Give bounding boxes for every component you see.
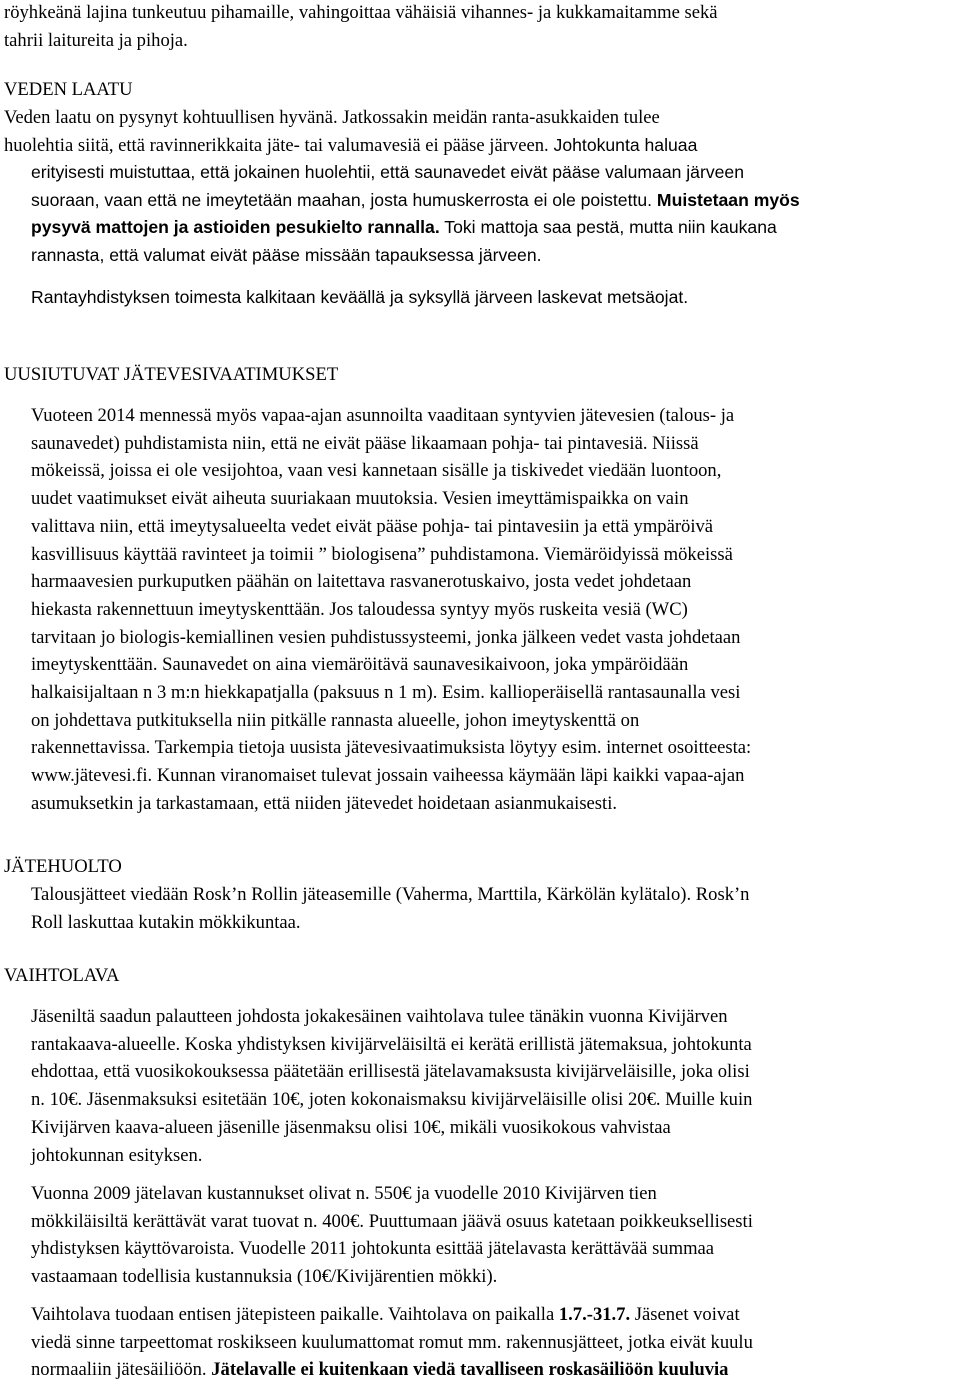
text-line: on johdettava putkituksella niin pitkälle rannasta alueelle, johon imeytyskenttä on [31, 709, 640, 731]
section-heading-jatevesivaatimukset: UUSIUTUVAT JÄTEVESIVAATIMUKSET [4, 364, 339, 385]
text-line: Vuonna 2009 jätelavan kustannukset olivat n. 550€ ja vuodelle 2010 Kivijärven tien [31, 1183, 657, 1204]
text-line: Veden laatu on pysynyt kohtuullisen hyvänä. Jatkossakin meidän ranta-asukkaiden tulee [4, 107, 660, 128]
text-line: kasvillisuus käyttää ravinteet ja toimii ” biologisena” puhdistamona. Viemäröidyissä mökeissä [31, 543, 733, 565]
text-line: tarvitaan jo biologis-kemiallinen vesien puhdistussysteemi, jonka jälkeen vedet vasta johdetaan [31, 626, 741, 648]
veden-laatu-paragraph-sans [31, 159, 800, 270]
text-line: Jäseniltä saadun palautteen johdosta jokakesäinen vaihtolava tulee tänäkin vuonna Kivijärven [31, 1006, 728, 1027]
text-line: saunavedet) puhdistamista niin, että ne eivät pääse likaamaan pohja- tai pintavesiä. Niissä [31, 432, 699, 454]
text-line: halkaisijaltaan n 3 m:n hiekkapatjalla (paksuus n 1 m). Esim. kallioperäisellä rantasaunalla vesi [31, 682, 741, 704]
text-segment: pysyvä mattojen ja astioiden pesukielto rannalla. [31, 217, 440, 238]
text-segment: Johtokunta haluaa [548, 134, 698, 155]
text-line: rakennettavissa. Tarkempia tietoja uusista jätevesivaatimuksista löytyy esim. internet osoitteesta: [31, 737, 752, 759]
text-segment: normaaliin jätesäiliöön. [31, 1359, 212, 1381]
text-segment: Vaihtolava tuodaan entisen jätepisteen paikalle. Vaihtolava on paikalla [31, 1304, 559, 1325]
text-line: viedä sinne tarpeettomat roskikseen kuulumattomat romut mm. rakennusjätteet, jotka eivät kuulu [31, 1331, 753, 1353]
text-line: mökeissä, joissa ei ole vesijohtoa, vaan vesi kannetaan sisälle ja tiskivedet viedään luontoon, [31, 460, 722, 482]
jatevesi-paragraph [31, 402, 751, 818]
text-line: mökkiläisiltä kerättävät varat tuovat n. 400€. Puuttumaan jäävä osuus katetaan poikkeuksellisesti [31, 1210, 753, 1232]
text-line: tahrii laitureita ja pihoja. [4, 29, 188, 51]
veden-laatu-paragraph [4, 104, 697, 159]
veden-laatu-kalkitus [31, 284, 688, 312]
text-line [4, 132, 697, 160]
text-line: erityisesti muistuttaa, että jokainen huolehtii, että saunavedet eivät pääse valumaan järveen [31, 162, 744, 182]
text-line: Vuoteen 2014 mennessä myös vapaa-ajan asunnoilta vaaditaan syntyvien jätevesien (talous- ja [31, 405, 735, 426]
intro-paragraph [4, 0, 718, 54]
text-line: röyhkeänä lajina tunkeutuu pihamaille, vahingoittaa vähäisiä vihannes- ja kukkamaitamme sekä [4, 2, 718, 23]
jatehuolto-paragraph [31, 881, 749, 936]
text-segment: huolehtia siitä, että ravinnerikkaita jäte- tai valumavesiä ei pääse järveen. [4, 134, 549, 156]
text-line: Rantayhdistyksen toimesta kalkitaan keväällä ja syksyllä järveen laskevat metsäojat. [31, 287, 689, 307]
section-heading-jatehuolto: JÄTEHUOLTO [4, 856, 122, 877]
text-line: n. 10€. Jäsenmaksuksi esitetään 10€, joten kokonaismaksu kivijärveläisille olisi 20€. Muille kuin [31, 1089, 753, 1111]
vaihtolava-paragraph-3 [31, 1301, 753, 1384]
text-line: www.jätevesi.fi. Kunnan viranomaiset tulevat jossain vaiheessa käymään läpi kaikki vapaa-ajan [31, 765, 745, 787]
vaihtolava-paragraph-2 [31, 1180, 753, 1291]
text-segment: Jäsenet voivat [630, 1304, 740, 1325]
section-heading-veden-laatu: VEDEN LAATU [4, 79, 133, 100]
section-heading-vaihtolava: VAIHTOLAVA [4, 965, 120, 986]
text-line: rantakaava-alueelle. Koska yhdistyksen kivijärveläisiltä ei kerätä erillistä jätemaksua, johtokunta [31, 1033, 752, 1055]
date-range: 1.7.-31.7. [558, 1304, 631, 1325]
text-line: johtokunnan esityksen. [31, 1144, 203, 1166]
text-line: valittava niin, että imeytysalueelta vedet eivät pääse pohja- tai pintavesiin ja että ympäröivä [31, 515, 714, 537]
text-segment: suoraan, vaan että ne imeytetään maahan, josta humuskerrosta ei ole poistettu. [31, 189, 653, 210]
text-line: uudet vaatimukset eivät aiheuta suuriakaan muutoksia. Vesien imeyttämispaikka on vain [31, 488, 689, 510]
text-line: asumuksetkin ja tarkastamaan, että niiden jätevedet hoidetaan asianmukaisesti. [31, 792, 618, 814]
text-line: ehdottaa, että vuosikokouksessa päätetään erillisestä jätelavamaksusta kivijärveläisille, joka olisi [31, 1061, 750, 1083]
text-line: Roll laskuttaa kutakin mökkikuntaa. [31, 911, 301, 933]
text-segment: Jätelavalle ei kuitenkaan viedä tavalliseen roskasäiliöön kuuluvia [211, 1359, 729, 1381]
text-segment: Toki mattoja saa pestä, mutta niin kaukana [439, 217, 777, 238]
text-segment: Muistetaan myös [652, 189, 800, 210]
text-line: imeytyskenttään. Saunavedet on aina viemäröitävä saunavesikaivoon, joka ympäröidään [31, 654, 689, 676]
text-line: Kivijärven kaava-alueen jäsenille jäsenmaksu olisi 10€, mikäli vuosikokous vahvistaa [31, 1116, 671, 1138]
text-line: Talousjätteet viedään Rosk’n Rollin jäteasemille (Vaherma, Marttila, Kärkölän kylätalo). Rosk’n [31, 884, 750, 905]
text-line: rannasta, että valumat eivät pääse missään tapauksessa järveen. [31, 245, 542, 266]
text-line: yhdistyksen käyttövaroista. Vuodelle 2011 johtokunta esittää jätelavasta kerättävää summaa [31, 1238, 715, 1260]
text-line [31, 1356, 753, 1384]
text-line: hiekasta rakennettuun imeytyskenttään. Jos taloudessa syntyy myös ruskeita vesiä (WC) [31, 598, 688, 620]
text-line [31, 214, 800, 242]
text-line: vastaamaan todellisia kustannuksia (10€/Kivijärentien mökki). [31, 1266, 498, 1288]
text-line: harmaavesien purkuputken päähän on laitettava rasvanerotuskaivo, josta vedet johdetaan [31, 571, 692, 593]
vaihtolava-paragraph-1 [31, 1003, 752, 1169]
text-line [31, 1301, 753, 1329]
text-line [31, 187, 800, 215]
